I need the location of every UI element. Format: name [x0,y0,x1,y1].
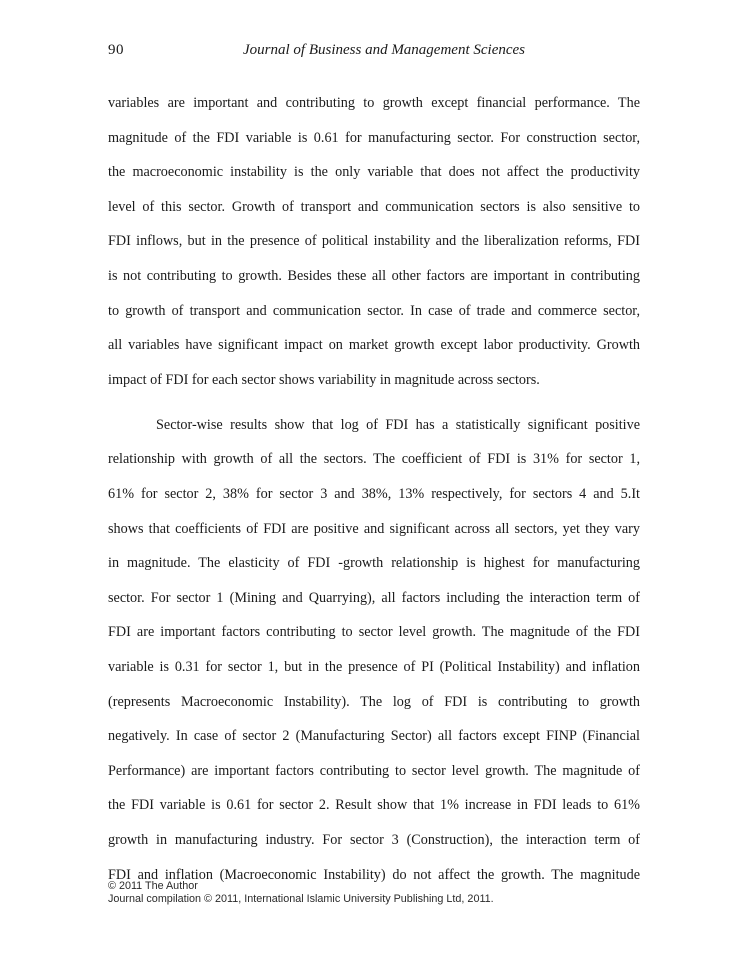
text-line: sector. For sector 1 (Mining and Quarrying), all factors including the interaction term of [108,589,640,606]
text-line: (represents Macroeconomic Instability). The log of FDI is contributing to growth [108,693,640,710]
text-line: Performance) are important factors contributing to sector level growth. The magnitude of [108,762,640,779]
text-line: to growth of transport and communication sector. In case of trade and commerce sector, [108,302,640,319]
text-line: variables are important and contributing to growth except financial performance. The [108,95,640,111]
paragraph-1 [108,86,640,397]
copyright-notice: © 2011 The Author [108,880,198,892]
text-line: all variables have significant impact on market growth except labor productivity. Growth [108,337,640,354]
text-line: 61% for sector 2, 38% for sector 3 and 38%, 13% respectively, for sectors 4 and 5.It [108,486,640,503]
text-line: FDI and inflation (Macroeconomic Instability) do not affect the growth. The magnitude [108,866,640,883]
text-line: Sector-wise results show that log of FDI has a statistically significant positive [156,416,640,433]
text-line: level of this sector. Growth of transport and communication sectors is also sensitive to [108,198,640,215]
body-text [108,86,640,892]
text-line: impact of FDI for each sector shows variability in magnitude across sectors. [108,371,540,388]
text-line: magnitude of the FDI variable is 0.61 for manufacturing sector. For construction sector, [108,129,640,146]
running-header [108,42,640,64]
text-line: is not contributing to growth. Besides these all other factors are important in contributing [108,267,640,284]
journal-title: Journal of Business and Management Sciences [242,42,526,58]
text-line: the macroeconomic instability is the only variable that does not affect the productivity [108,164,640,181]
text-line: relationship with growth of all the sectors. The coefficient of FDI is 31% for sector 1, [108,451,640,468]
page-number: 90 [108,42,124,58]
text-line: shows that coefficients of FDI are positive and significant across all sectors, yet they vary [108,520,640,537]
text-line: variable is 0.31 for sector 1, but in the presence of PI (Political Instability) and inflation [108,659,640,675]
text-line: FDI are important factors contributing to sector level growth. The magnitude of the FDI [108,624,640,641]
text-line: negatively. In case of sector 2 (Manufacturing Sector) all factors except FINP (Financial [108,728,640,745]
text-line: FDI inflows, but in the presence of political instability and the liberalization reforms, FDI [108,233,640,250]
paragraph-2 [108,408,640,892]
text-line: in magnitude. The elasticity of FDI -growth relationship is highest for manufacturing [108,555,640,572]
text-line: the FDI variable is 0.61 for sector 2. Result show that 1% increase in FDI leads to 61% [108,797,640,814]
paragraph-gap [108,397,640,408]
text-line: growth in manufacturing industry. For sector 3 (Construction), the interaction term of [108,831,640,848]
page-footer [108,880,494,906]
journal-compilation-notice: Journal compilation © 2011, International Islamic University Publishing Ltd, 2011. [108,893,494,905]
